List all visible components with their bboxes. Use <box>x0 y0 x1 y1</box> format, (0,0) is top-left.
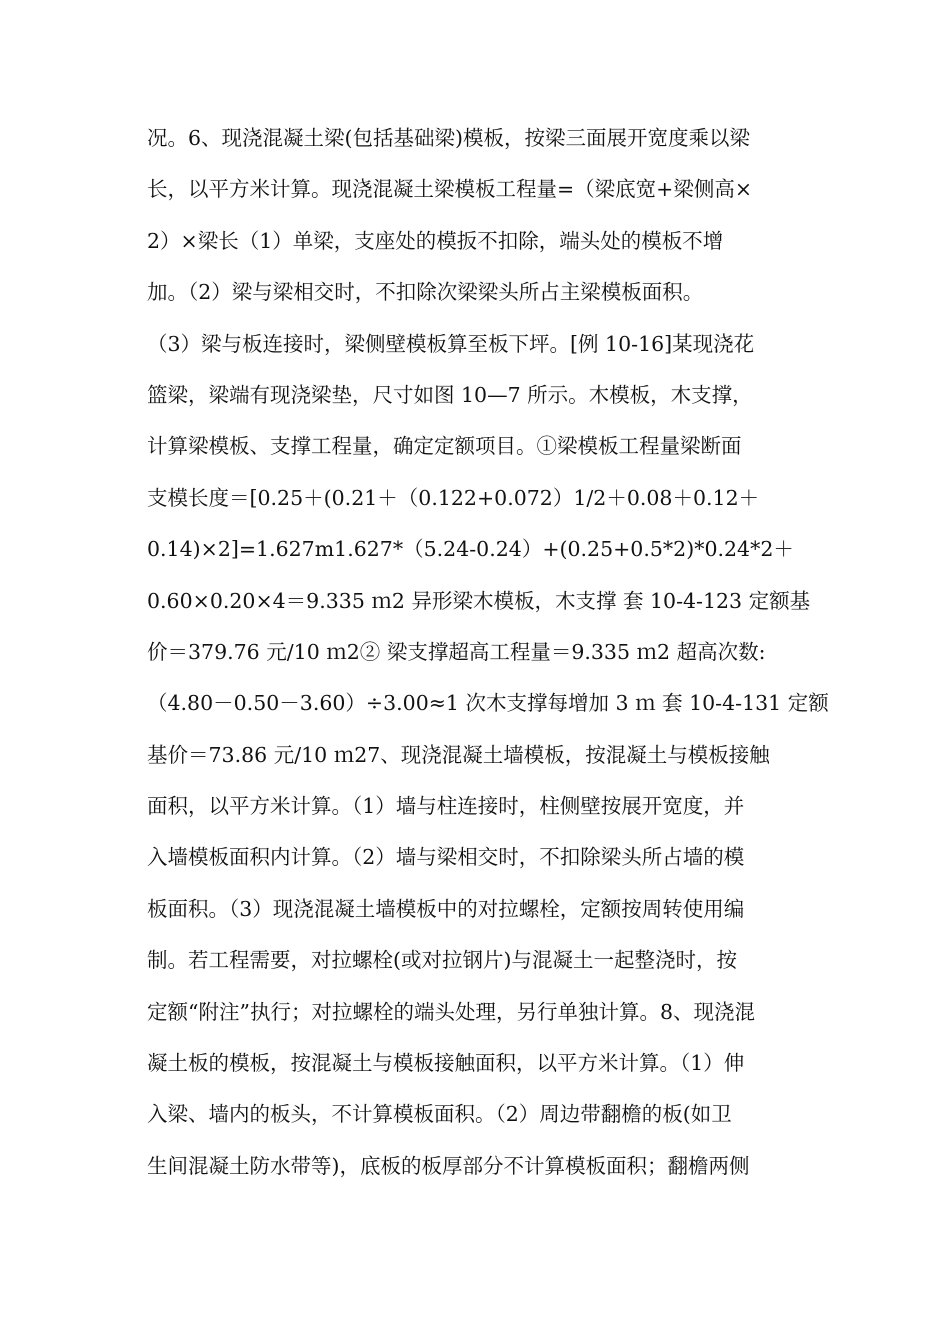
text-line: 定额“附注”执行；对拉螺栓的端头处理，另行单独计算。8、现浇混 <box>147 999 756 1024</box>
text-line: 价＝379.76 元/10 ｍ2② 梁支撑超高工程量＝9.335 ｍ2 超高次数: <box>147 639 766 664</box>
text-line: 0.60×0.20×4＝9.335 ｍ2 异形梁木模板，木支撑 套 10-4-123 定额基 <box>147 588 811 613</box>
text-line: 加。（2）梁与梁相交时，不扣除次梁梁头所占主梁模板面积。 <box>147 280 704 305</box>
text-line: 制。若工程需要，对拉螺栓(或对拉钢片)与混凝土一起整浇时，按 <box>147 948 737 973</box>
text-line: 凝土板的模板，按混凝土与模板接触面积，以平方米计算。（1）伸 <box>147 1051 745 1076</box>
text-line: 篮梁，梁端有现浇梁垫，尺寸如图 10—7 所示。木模板，木支撑， <box>147 382 753 407</box>
text-line: 生间混凝土防水带等)，底板的板厚部分不计算模板面积；翻檐两侧 <box>147 1153 750 1178</box>
text-line: 入墙模板面积内计算。（2）墙与梁相交时，不扣除梁头所占墙的模 <box>147 845 745 870</box>
text-line: 计算梁模板、支撑工程量，确定定额项目。①梁模板工程量梁断面 <box>147 434 742 459</box>
text-line: 0.14)×2]=1.627m1.627*（5.24-0.24）+(0.25+0.5*2)*0.24*2＋ <box>147 537 794 562</box>
text-line: 板面积。（3）现浇混凝土墙模板中的对拉螺栓，定额按周转使用编 <box>147 896 745 921</box>
text-line: 入梁、墙内的板头，不计算模板面积。（2）周边带翻檐的板(如卫 <box>147 1102 732 1127</box>
text-line: 支模长度＝[0.25＋(0.21＋（0.122+0.072）1/2＋0.08＋0.12＋ <box>147 485 760 510</box>
text-line: 基价＝73.86 元/10 ｍ27、现浇混凝土墙模板，按混凝土与模板接触 <box>147 742 770 767</box>
text-line: 况。6、现浇混凝土梁(包括基础梁)模板，按梁三面展开宽度乘以梁 <box>147 126 751 150</box>
body-text <box>147 118 829 1197</box>
text-line: 面积，以平方米计算。（1）墙与柱连接时，柱侧壁按展开宽度，并 <box>147 794 745 819</box>
text-line: （3）梁与板连接时，梁侧壁模板算至板下坪。[例 10-16]某现浇花 <box>147 331 755 356</box>
text-line: （4.80－0.50－3.60）÷3.00≈1 次木支撑每增加 3 ｍ 套 10-4-131 定额 <box>147 691 829 716</box>
text-line: 长，以平方米计算。现浇混凝土梁模板工程量=（梁底宽+梁侧高× <box>147 177 753 202</box>
text-line: 2）×梁长（1）单梁，支座处的模扳不扣除，端头处的模板不增 <box>147 228 724 253</box>
